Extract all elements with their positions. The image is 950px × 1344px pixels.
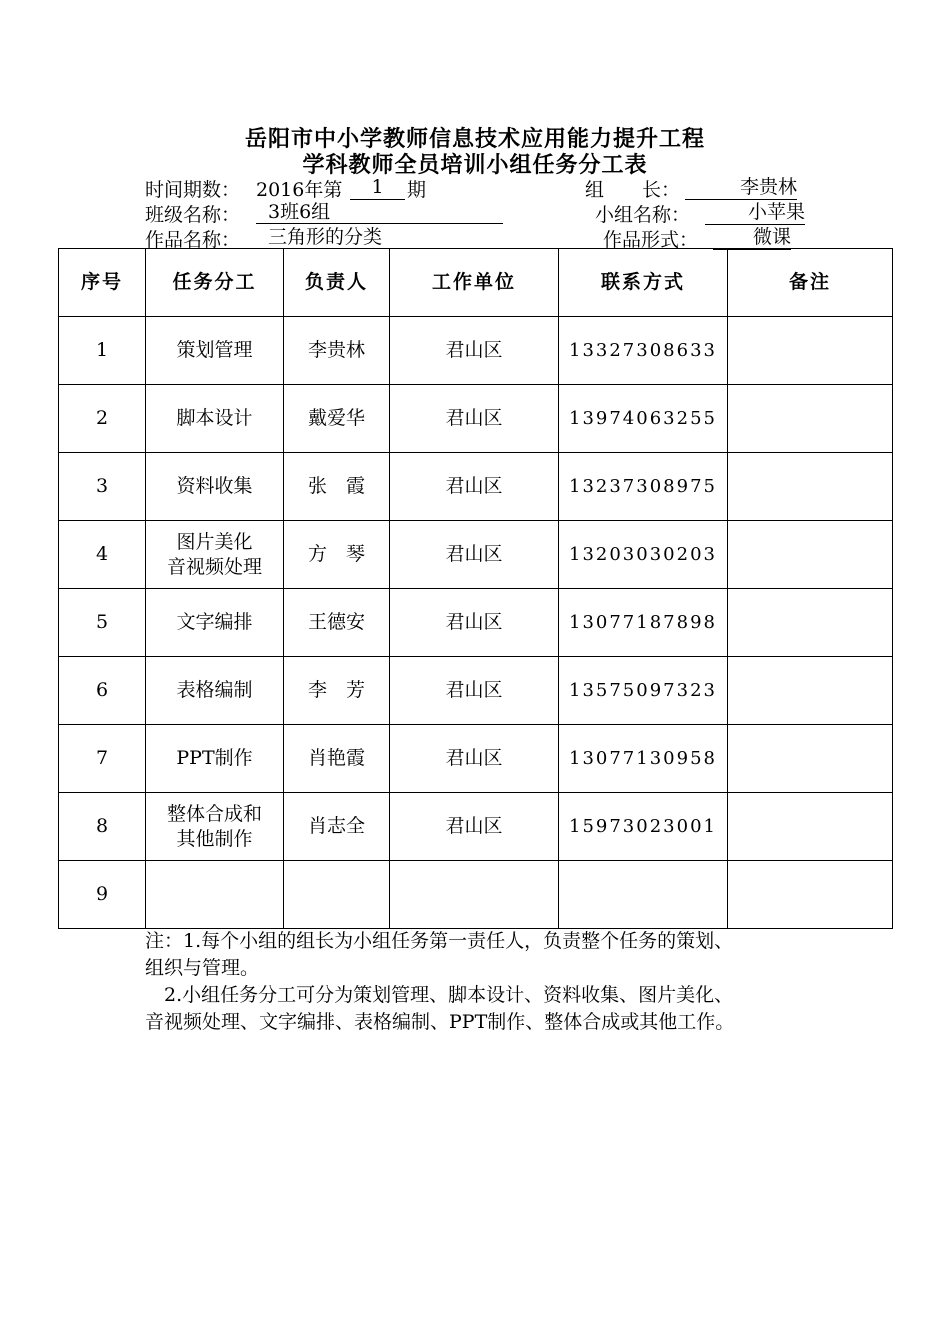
task-cell: 资料收集: [146, 453, 284, 521]
header-person: 负责人: [284, 249, 390, 317]
phone-cell: 13575097323: [559, 657, 728, 725]
phone-cell: 13974063255: [559, 385, 728, 453]
task-cell: 脚本设计: [146, 385, 284, 453]
work-value: 三角形的分类: [256, 225, 556, 249]
task-table: [58, 248, 893, 929]
unit-cell: 君山区: [390, 793, 559, 861]
phone-cell: 13327308633: [559, 317, 728, 385]
row-number: 9: [59, 861, 146, 929]
person-cell: 李 芳: [284, 657, 390, 725]
task-cell: 图片美化 音视频处理: [146, 521, 284, 589]
period-prefix: 2016年第: [256, 179, 343, 201]
row-number: 7: [59, 725, 146, 793]
unit-cell: 君山区: [390, 725, 559, 793]
row-number: 1: [59, 317, 146, 385]
task-cell: 策划管理: [146, 317, 284, 385]
group-value: 小苹果: [705, 200, 805, 225]
table-row: [59, 861, 893, 929]
header-unit: 工作单位: [390, 249, 559, 317]
person-cell: 李贵林: [284, 317, 390, 385]
person-cell: 肖艳霞: [284, 725, 390, 793]
form-value: 微课: [713, 225, 791, 250]
phone-cell: 13077187898: [559, 589, 728, 657]
header-note: 备注: [728, 249, 893, 317]
note-line: 2.小组任务分工可分为策划管理、脚本设计、资料收集、图片美化、: [145, 984, 734, 1006]
form-label: 作品形式：: [603, 229, 699, 251]
note-cell: [728, 725, 893, 793]
note-line: 组织与管理。: [145, 957, 260, 979]
note-cell: [728, 657, 893, 725]
table-row: [59, 521, 893, 589]
class-value: 3班6组: [256, 200, 503, 224]
table-header-row: [59, 249, 893, 317]
period-label: 时间期数：: [145, 179, 241, 201]
unit-cell: 君山区: [390, 657, 559, 725]
table-row: [59, 453, 893, 521]
unit-cell: [390, 861, 559, 929]
person-cell: 方 琴: [284, 521, 390, 589]
row-number: 4: [59, 521, 146, 589]
document-title: 岳阳市中小学教师信息技术应用能力提升工程: [244, 126, 705, 152]
unit-cell: 君山区: [390, 521, 559, 589]
leader-label: 组 长：: [585, 179, 681, 201]
document-subtitle: 学科教师全员培训小组任务分工表: [302, 152, 648, 178]
note-cell: [728, 521, 893, 589]
header-task: 任务分工: [146, 249, 284, 317]
note-cell: [728, 453, 893, 521]
note-line: 音视频处理、文字编排、表格编制、PPT制作、整体合成或其他工作。: [145, 1011, 735, 1033]
period-value: 1: [350, 175, 405, 200]
note-line: 注：1.每个小组的组长为小组任务第一责任人，负责整个任务的策划、: [145, 930, 734, 952]
person-cell: 肖志全: [284, 793, 390, 861]
header-no: 序号: [59, 249, 146, 317]
task-cell: 文字编排: [146, 589, 284, 657]
note-cell: [728, 385, 893, 453]
unit-cell: 君山区: [390, 453, 559, 521]
phone-cell: 13203030203: [559, 521, 728, 589]
row-number: 3: [59, 453, 146, 521]
person-cell: 戴爱华: [284, 385, 390, 453]
unit-cell: 君山区: [390, 589, 559, 657]
note-cell: [728, 793, 893, 861]
table-row: [59, 589, 893, 657]
unit-cell: 君山区: [390, 385, 559, 453]
person-cell: 张 霞: [284, 453, 390, 521]
phone-cell: [559, 861, 728, 929]
person-cell: [284, 861, 390, 929]
phone-cell: 15973023001: [559, 793, 728, 861]
note-cell: [728, 861, 893, 929]
row-number: 2: [59, 385, 146, 453]
note-cell: [728, 317, 893, 385]
row-number: 8: [59, 793, 146, 861]
table-row: [59, 793, 893, 861]
group-label: 小组名称：: [595, 204, 691, 226]
row-number: 5: [59, 589, 146, 657]
task-cell: 表格编制: [146, 657, 284, 725]
table-row: [59, 317, 893, 385]
class-label: 班级名称：: [145, 204, 241, 226]
task-cell: PPT制作: [146, 725, 284, 793]
table-row: [59, 725, 893, 793]
phone-cell: 13237308975: [559, 453, 728, 521]
period-suffix: 期: [407, 179, 427, 201]
person-cell: 王德安: [284, 589, 390, 657]
unit-cell: 君山区: [390, 317, 559, 385]
leader-value: 李贵林: [685, 175, 797, 200]
notes: [145, 928, 845, 1036]
phone-cell: 13077130958: [559, 725, 728, 793]
task-cell: [146, 861, 284, 929]
note-cell: [728, 589, 893, 657]
work-label: 作品名称：: [145, 229, 241, 251]
table-row: [59, 385, 893, 453]
row-number: 6: [59, 657, 146, 725]
table-row: [59, 657, 893, 725]
header-contact: 联系方式: [559, 249, 728, 317]
task-cell: 整体合成和 其他制作: [146, 793, 284, 861]
